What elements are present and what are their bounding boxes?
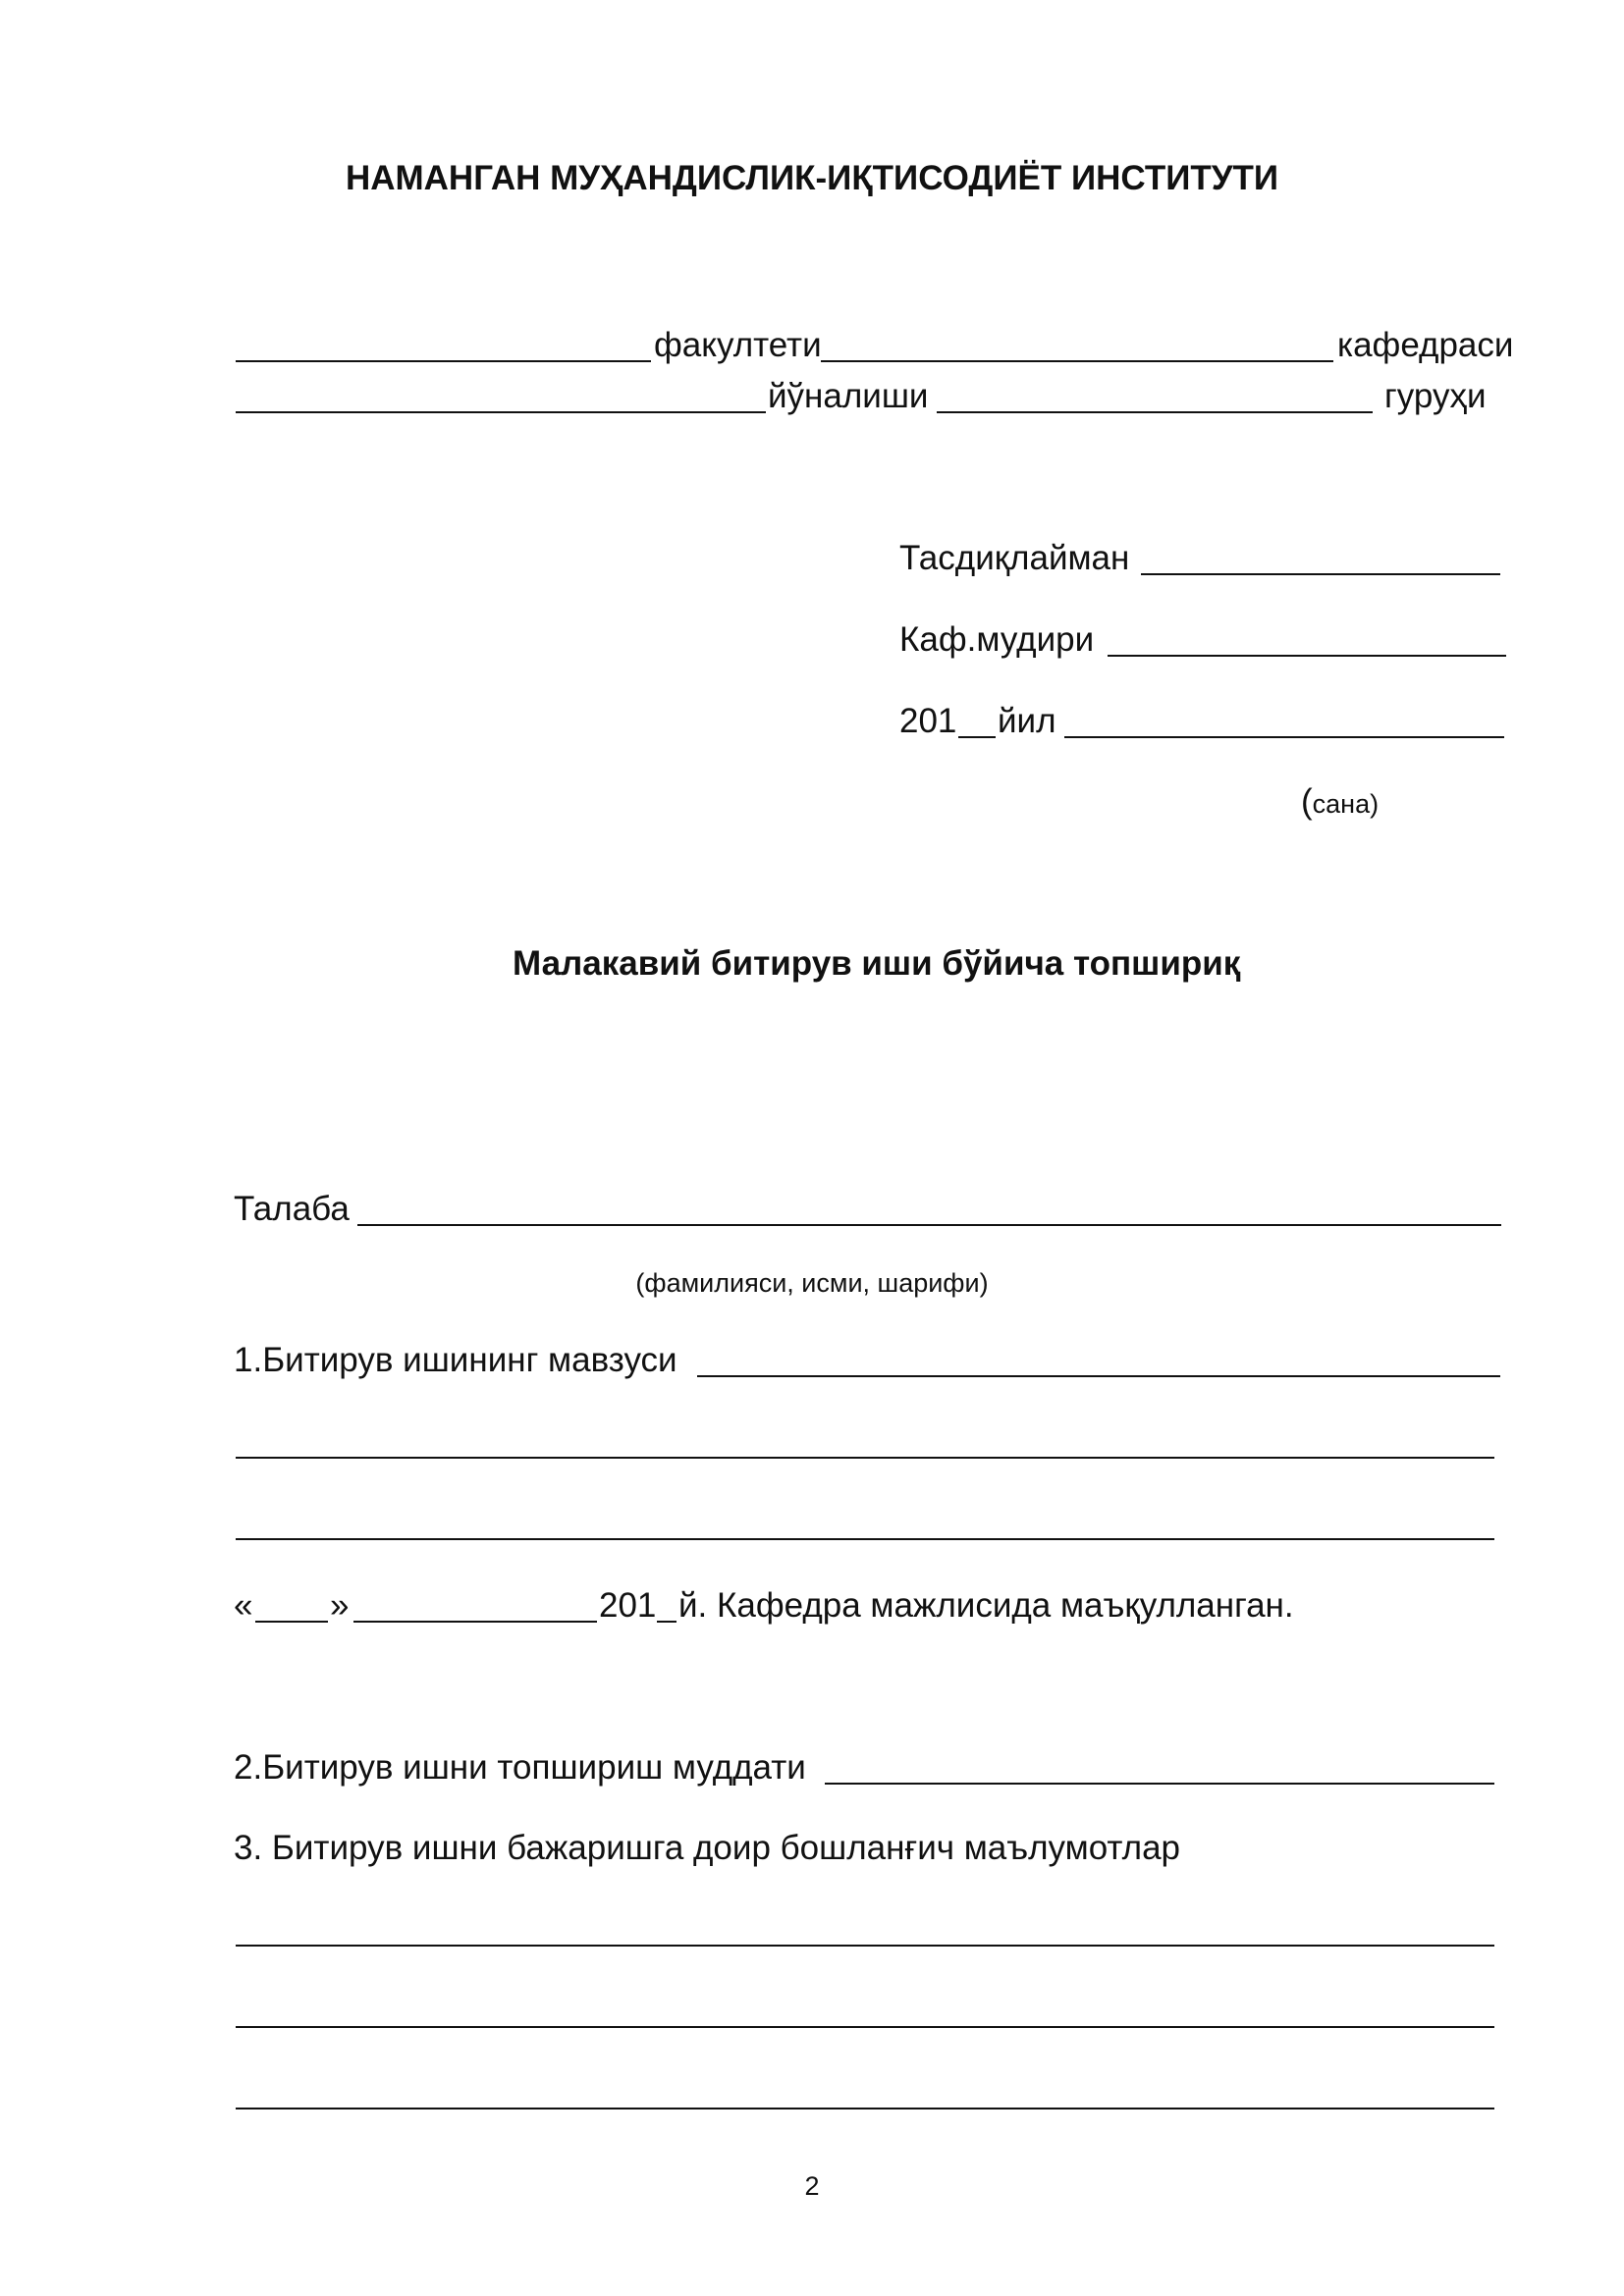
direction-blank bbox=[236, 411, 766, 413]
year-prefix: 201 bbox=[899, 702, 957, 740]
topic-blank-line-3 bbox=[236, 1538, 1494, 1540]
faculty-blank bbox=[236, 360, 651, 362]
student-hint: (фамилияси, исми, шарифи) bbox=[635, 1268, 989, 1298]
student-blank bbox=[357, 1224, 1501, 1226]
page-number: 2 bbox=[804, 2171, 820, 2201]
chair-blank bbox=[821, 360, 1333, 362]
approve-label: Тасдиқлайман bbox=[899, 539, 1130, 577]
approved-text: й. Кафедра мажлисида маъқулланган. bbox=[678, 1586, 1294, 1625]
direction-label: йўналиши bbox=[768, 377, 929, 415]
faculty-label: факултети bbox=[654, 326, 822, 364]
approved-year: 201 bbox=[599, 1586, 657, 1625]
initial-data-label: 3. Битирув ишни бажаришга доир бошланғич маълумотлар bbox=[234, 1829, 1181, 1867]
student-label: Талаба bbox=[234, 1190, 350, 1228]
initial-data-blank-3 bbox=[236, 2108, 1494, 2109]
chair-label: кафедраси bbox=[1337, 326, 1514, 364]
date-hint: (сана) bbox=[1301, 782, 1380, 821]
institute-title: НАМАНГАН МУҲАНДИСЛИК-ИҚТИСОДИЁТ ИНСТИТУТИ bbox=[345, 159, 1279, 197]
group-blank bbox=[937, 411, 1373, 413]
initial-data-blank-2 bbox=[236, 2026, 1494, 2028]
approve-blank bbox=[1141, 573, 1500, 575]
group-label: гуруҳи bbox=[1384, 377, 1487, 415]
approved-day-blank bbox=[255, 1621, 328, 1623]
deadline-label: 2.Битирув ишни топшириш муддати bbox=[234, 1748, 806, 1787]
approved-open-quote: « bbox=[234, 1586, 253, 1625]
topic-blank-line-2 bbox=[236, 1457, 1494, 1459]
head-blank bbox=[1108, 655, 1506, 657]
year-label: йил bbox=[998, 702, 1056, 740]
initial-data-blank-1 bbox=[236, 1945, 1494, 1947]
approved-close-quote: » bbox=[330, 1586, 350, 1625]
task-title: Малакавий битирув иши бўйича топшириқ bbox=[513, 944, 1241, 983]
topic-label: 1.Битирув ишининг мавзуси bbox=[234, 1341, 677, 1379]
topic-blank bbox=[697, 1375, 1500, 1377]
approved-year-digit-blank bbox=[657, 1621, 677, 1623]
deadline-blank bbox=[825, 1783, 1494, 1785]
head-label: Каф.мудири bbox=[899, 620, 1095, 659]
date-blank bbox=[1064, 736, 1504, 738]
year-digit-blank bbox=[958, 736, 996, 738]
approved-month-blank bbox=[353, 1621, 597, 1623]
